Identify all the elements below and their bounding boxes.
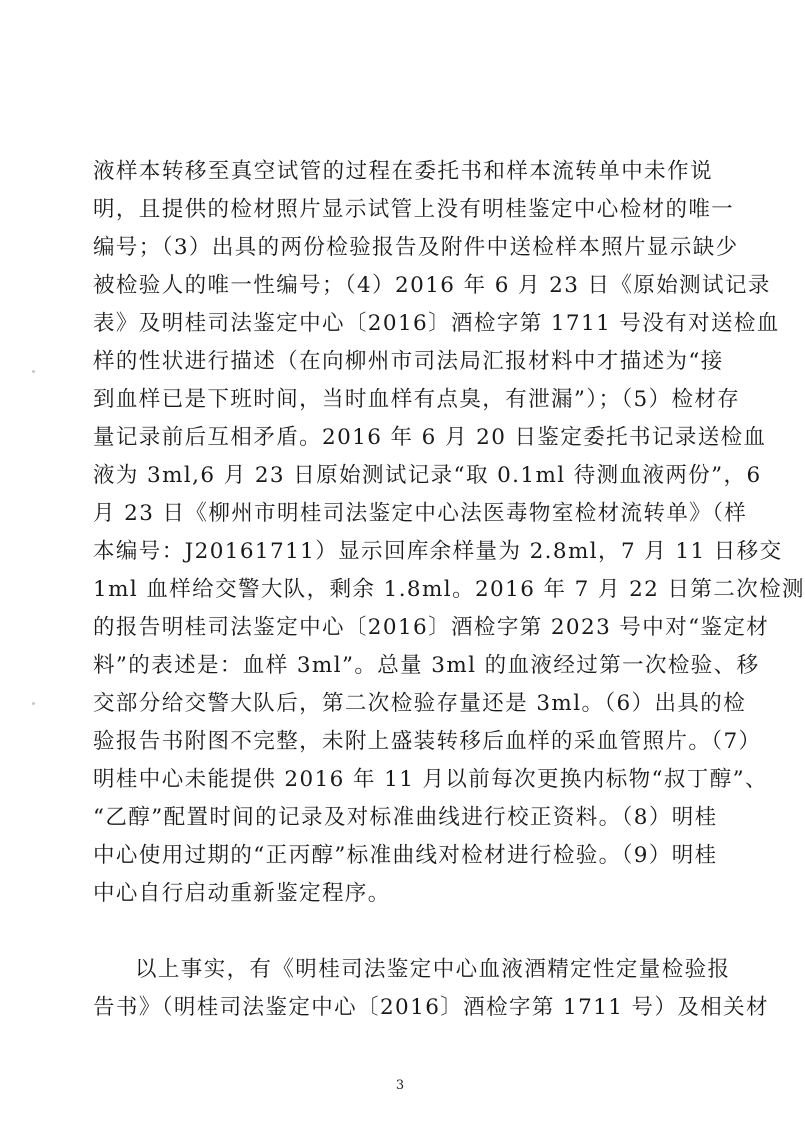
body-text-line: 明桂中心未能提供 2016 年 11 月以前每次更换内标物“叔丁醇”、 <box>93 767 768 792</box>
scan-speck <box>32 370 35 373</box>
body-text-line: 交部分给交警大队后，第二次检验存量还是 3ml。（6）出具的检 <box>93 691 747 716</box>
body-text-line: 编号；（3）出具的两份检验报告及附件中送检样本照片显示缺少 <box>93 235 739 260</box>
paragraph-first-line: 以上事实，有《明桂司法鉴定中心血液酒精定性定量检验报 <box>135 957 731 982</box>
body-text-line: 样的性状进行描述（在向柳州市司法局汇报材料中才描述为“接 <box>93 349 724 374</box>
body-text-line: 验报告书附图不完整，未附上盛装转移后血样的采血管照片。（7） <box>93 729 762 754</box>
body-text-line: 1ml 血样给交警大队，剩余 1.8ml。2016 年 7 月 22 日第二次检测 <box>93 577 805 602</box>
body-text-line: 表》及明桂司法鉴定中心〔2016〕酒检字第 1711 号没有对送检血 <box>93 311 780 336</box>
body-text-line: “乙醇”配置时间的记录及对标准曲线进行校正资料。（8）明桂 <box>93 805 718 830</box>
body-text-line: 明，且提供的检材照片显示试管上没有明桂鉴定中心检材的唯一 <box>93 197 735 222</box>
body-text-line: 液样本转移至真空试管的过程在委托书和样本流转单中未作说 <box>93 159 713 184</box>
body-text-line: 月 23 日《柳州市明桂司法鉴定中心法医毒物室检材流转单》（样 <box>93 501 748 526</box>
page-number: 3 <box>395 1078 405 1093</box>
scan-speck <box>32 702 35 705</box>
body-text-line: 的报告明桂司法鉴定中心〔2016〕酒检字第 2023 号中对“鉴定材 <box>93 615 770 640</box>
body-text-line: 告书》（明桂司法鉴定中心〔2016〕酒检字第 1711 号）及相关材 <box>93 995 769 1020</box>
body-text-line: 料”的表述是：血样 3ml”。总量 3ml 的血液经过第一次检验、移 <box>93 653 760 678</box>
body-text-line: 本编号：J20161711）显示回库余样量为 2.8ml，7 月 11 日移交 <box>93 539 783 564</box>
body-text-line: 到血样已是下班时间，当时血样有点臭，有泄漏”）；（5）检材存 <box>93 387 741 412</box>
body-text-line: 中心自行启动重新鉴定程序。 <box>93 881 391 906</box>
body-text-line: 被检验人的唯一性编号；（4）2016 年 6 月 23 日《原始测试记录 <box>93 273 771 298</box>
body-text-line: 液为 3ml,6 月 23 日原始测试记录“取 0.1ml 待测血液两份”，6 <box>93 463 762 488</box>
body-text-line: 量记录前后互相矛盾。2016 年 6 月 20 日鉴定委托书记录送检血 <box>93 425 767 450</box>
body-text-line: 中心使用过期的“正丙醇”标准曲线对检材进行检验。（9）明桂 <box>93 843 718 868</box>
